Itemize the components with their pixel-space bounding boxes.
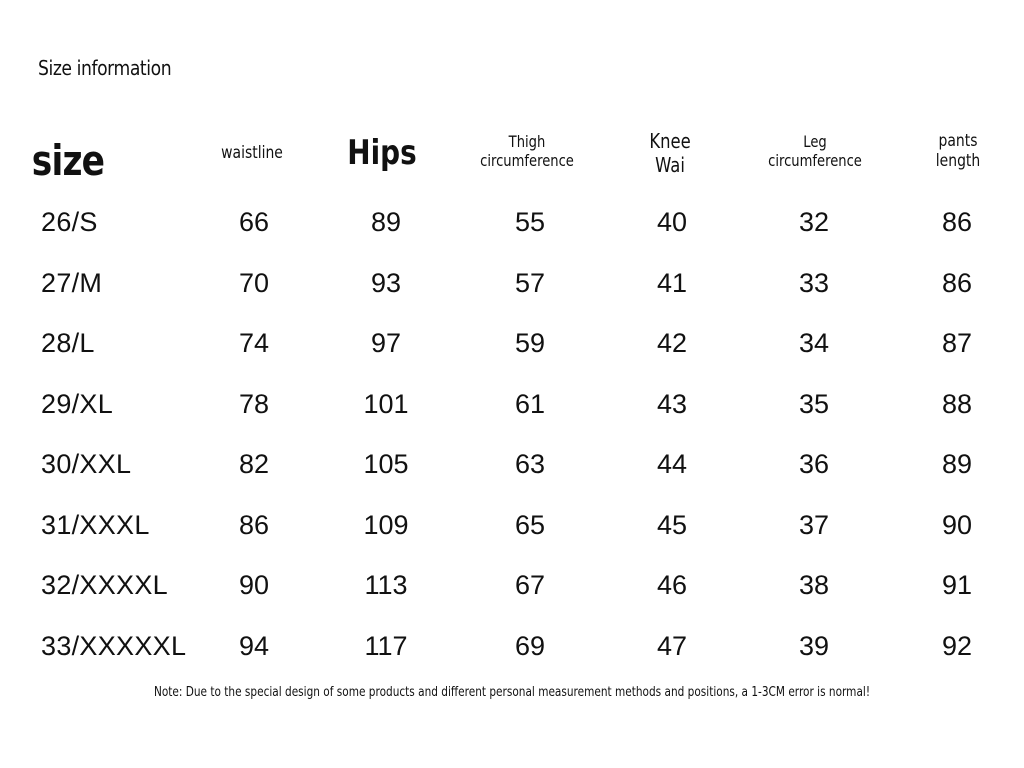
- cell-waistline: 74: [238, 328, 270, 358]
- cell-size: 29/XL: [41, 389, 114, 419]
- cell-leg: 35: [798, 389, 830, 419]
- cell-waistline: 70: [238, 268, 270, 298]
- cell-leg: 34: [798, 328, 830, 358]
- cell-thigh: 65: [514, 510, 546, 540]
- cell-hips: 93: [370, 268, 402, 298]
- cell-hips: 117: [364, 631, 408, 661]
- cell-pants-length: 92: [941, 631, 973, 661]
- header-knee: [649, 129, 690, 178]
- cell-waistline: 78: [238, 389, 270, 419]
- cell-knee: 45: [656, 510, 688, 540]
- header-thigh-line1: Thigh: [508, 132, 546, 151]
- cell-hips: 89: [370, 207, 402, 237]
- table-row: [0, 505, 1024, 545]
- cell-knee: 42: [656, 328, 688, 358]
- table-row: [0, 565, 1024, 605]
- cell-size: 28/L: [41, 328, 95, 358]
- header-waistline: waistline: [221, 143, 283, 163]
- cell-leg: 32: [798, 207, 830, 237]
- header-leg-line1: Leg: [803, 132, 827, 151]
- cell-hips: 101: [363, 389, 409, 419]
- table-row: [0, 323, 1024, 363]
- cell-waistline: 86: [238, 510, 270, 540]
- header-pants-length: [936, 131, 980, 172]
- cell-thigh: 55: [514, 207, 546, 237]
- measurement-note: Note: Due to the special design of some products and different personal measurement methods and positions, a 1-3CM error is normal!: [153, 684, 871, 700]
- cell-thigh: 59: [514, 328, 546, 358]
- cell-thigh: 57: [514, 268, 546, 298]
- cell-leg: 33: [798, 268, 830, 298]
- cell-waistline: 82: [238, 449, 270, 479]
- cell-size: 31/XXXL: [41, 510, 150, 540]
- cell-hips: 109: [363, 510, 409, 540]
- cell-knee: 41: [656, 268, 688, 298]
- cell-pants-length: 91: [941, 570, 973, 600]
- header-knee-line2: Wai: [655, 153, 685, 178]
- cell-thigh: 61: [514, 389, 546, 419]
- cell-thigh: 63: [514, 449, 546, 479]
- table-row: [0, 444, 1024, 484]
- cell-leg: 39: [798, 631, 830, 661]
- cell-hips: 97: [370, 328, 402, 358]
- cell-size: 30/XXL: [41, 449, 132, 479]
- cell-pants-length: 86: [941, 207, 973, 237]
- cell-pants-length: 90: [941, 510, 973, 540]
- header-thigh-line2: circumference: [480, 151, 574, 171]
- cell-size: 26/S: [41, 207, 98, 237]
- cell-size: 33/XXXXXL: [41, 631, 187, 661]
- table-row: [0, 202, 1024, 242]
- cell-knee: 44: [656, 449, 688, 479]
- header-thigh-circumference: [480, 132, 574, 170]
- cell-thigh: 67: [514, 570, 546, 600]
- page-title: Size information: [38, 56, 172, 80]
- header-size: size: [31, 136, 105, 185]
- header-knee-line1: Knee: [649, 129, 691, 153]
- header-pants-line1: pants: [938, 131, 978, 151]
- cell-leg: 37: [798, 510, 830, 540]
- cell-knee: 43: [656, 389, 688, 419]
- cell-pants-length: 86: [941, 268, 973, 298]
- cell-knee: 47: [656, 631, 688, 661]
- cell-knee: 46: [656, 570, 688, 600]
- cell-hips: 113: [364, 570, 408, 600]
- table-row: [0, 626, 1024, 666]
- cell-pants-length: 87: [941, 328, 973, 358]
- cell-waistline: 90: [238, 570, 270, 600]
- header-pants-line2: length: [935, 151, 981, 172]
- cell-thigh: 69: [514, 631, 546, 661]
- header-hips: Hips: [347, 133, 417, 173]
- table-row: [0, 263, 1024, 303]
- cell-leg: 38: [798, 570, 830, 600]
- cell-size: 27/M: [41, 268, 103, 298]
- cell-leg: 36: [798, 449, 830, 479]
- cell-knee: 40: [656, 207, 688, 237]
- table-row: [0, 384, 1024, 424]
- header-leg-circumference: [768, 132, 862, 170]
- cell-waistline: 94: [238, 631, 270, 661]
- cell-waistline: 66: [238, 207, 270, 237]
- cell-size: 32/XXXXL: [41, 570, 168, 600]
- cell-pants-length: 89: [941, 449, 973, 479]
- cell-pants-length: 88: [941, 389, 973, 419]
- header-leg-line2: circumference: [768, 151, 862, 171]
- cell-hips: 105: [363, 449, 409, 479]
